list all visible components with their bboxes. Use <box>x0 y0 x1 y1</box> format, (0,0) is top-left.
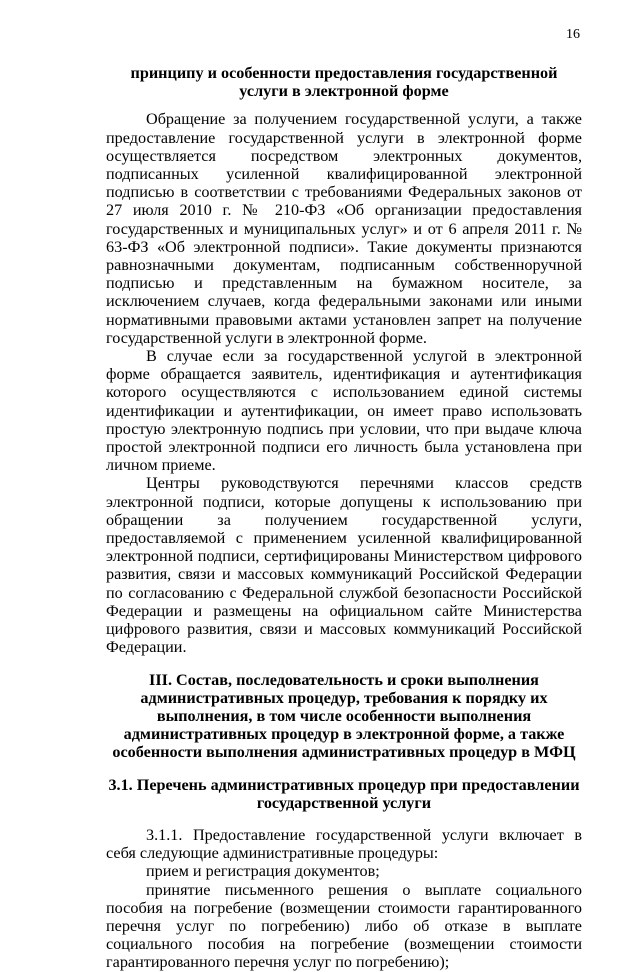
spacer <box>106 100 582 110</box>
spacer <box>106 762 582 776</box>
paragraph-simple-signature: В случае если за государственной услугой в электронной форме обращается заявитель, идентификация и аутентификация которого осуществляются с использованием единой системы идентификации и аутентификации, он имеет право использовать простую электронную подпись при условии, что при выдаче ключа простой электронной подписи его личность была установлена при личном приеме. <box>106 347 582 475</box>
list-item-decision: принятие письменного решения о выплате социального пособия на погребение (возмещении стоимости гарантированного перечня услуг по погребению) либо об отказе в выплате социального пособия на погребение (возмещении стоимости гарантированного перечня услуг по погребению); <box>106 880 582 972</box>
section-title-continuation: принципу и особенности предоставления государственной услуги в электронной форме <box>130 64 558 101</box>
paragraph-3-1-1: 3.1.1. Предоставление государственной услуги включает в себя следующие административные процедуры: <box>106 825 582 863</box>
subsection-3-1-title: 3.1. Перечень административных процедур при предоставлении государственной услуги <box>108 775 580 812</box>
page-number: 16 <box>566 27 580 42</box>
page-content <box>106 64 582 972</box>
section-3-title: III. Состав, последовательность и сроки выполнения административных процедур, требования к порядку их выполнения, в том числе особенности выполнения административных процедур в электронной форме, а также особенности выполнения административных процедур в МФЦ <box>112 670 576 762</box>
spacer <box>106 812 582 826</box>
paragraph-electronic-signature: Обращение за получением государственной услуги, а также предоставление государственной услуги в электронной форме осуществляется посредством электронных документов, подписанных усиленной квалифицированной электронной подписью в соответствии с требованиями Федеральных законов от 27 июля 2010 г. № 210-ФЗ «Об организации предоставления государственных и муниципальных услуг» и от 6 апреля 2011 г. № 63-ФЗ «Об электронной подписи». Такие документы признаются равнозначными документам, подписанным собственноручной подписью и представленным на бумажном носителе, за исключением случаев, когда федеральными законами или иными нормативными правовыми актами установлен запрет на получение государственной услуги в электронной форме. <box>106 110 582 347</box>
paragraph-signature-classes: Центры руководствуются перечнями классов средств электронной подписи, которые допущены к использованию при обращении за получением государственной услуги, предоставляемой с применением усиленной квалифицированной электронной подписи, сертифицированы Министерством цифрового развития, связи и массовых коммуникаций Российской Федерации по согласованию с Федеральной службой безопасности Российской Федерации и размещены на официальном сайте Министерства цифрового развития, связи и массовых коммуникаций Российской Федерации. <box>106 474 582 657</box>
spacer <box>106 657 582 671</box>
list-item-reception: прием и регистрация документов; <box>146 862 380 881</box>
